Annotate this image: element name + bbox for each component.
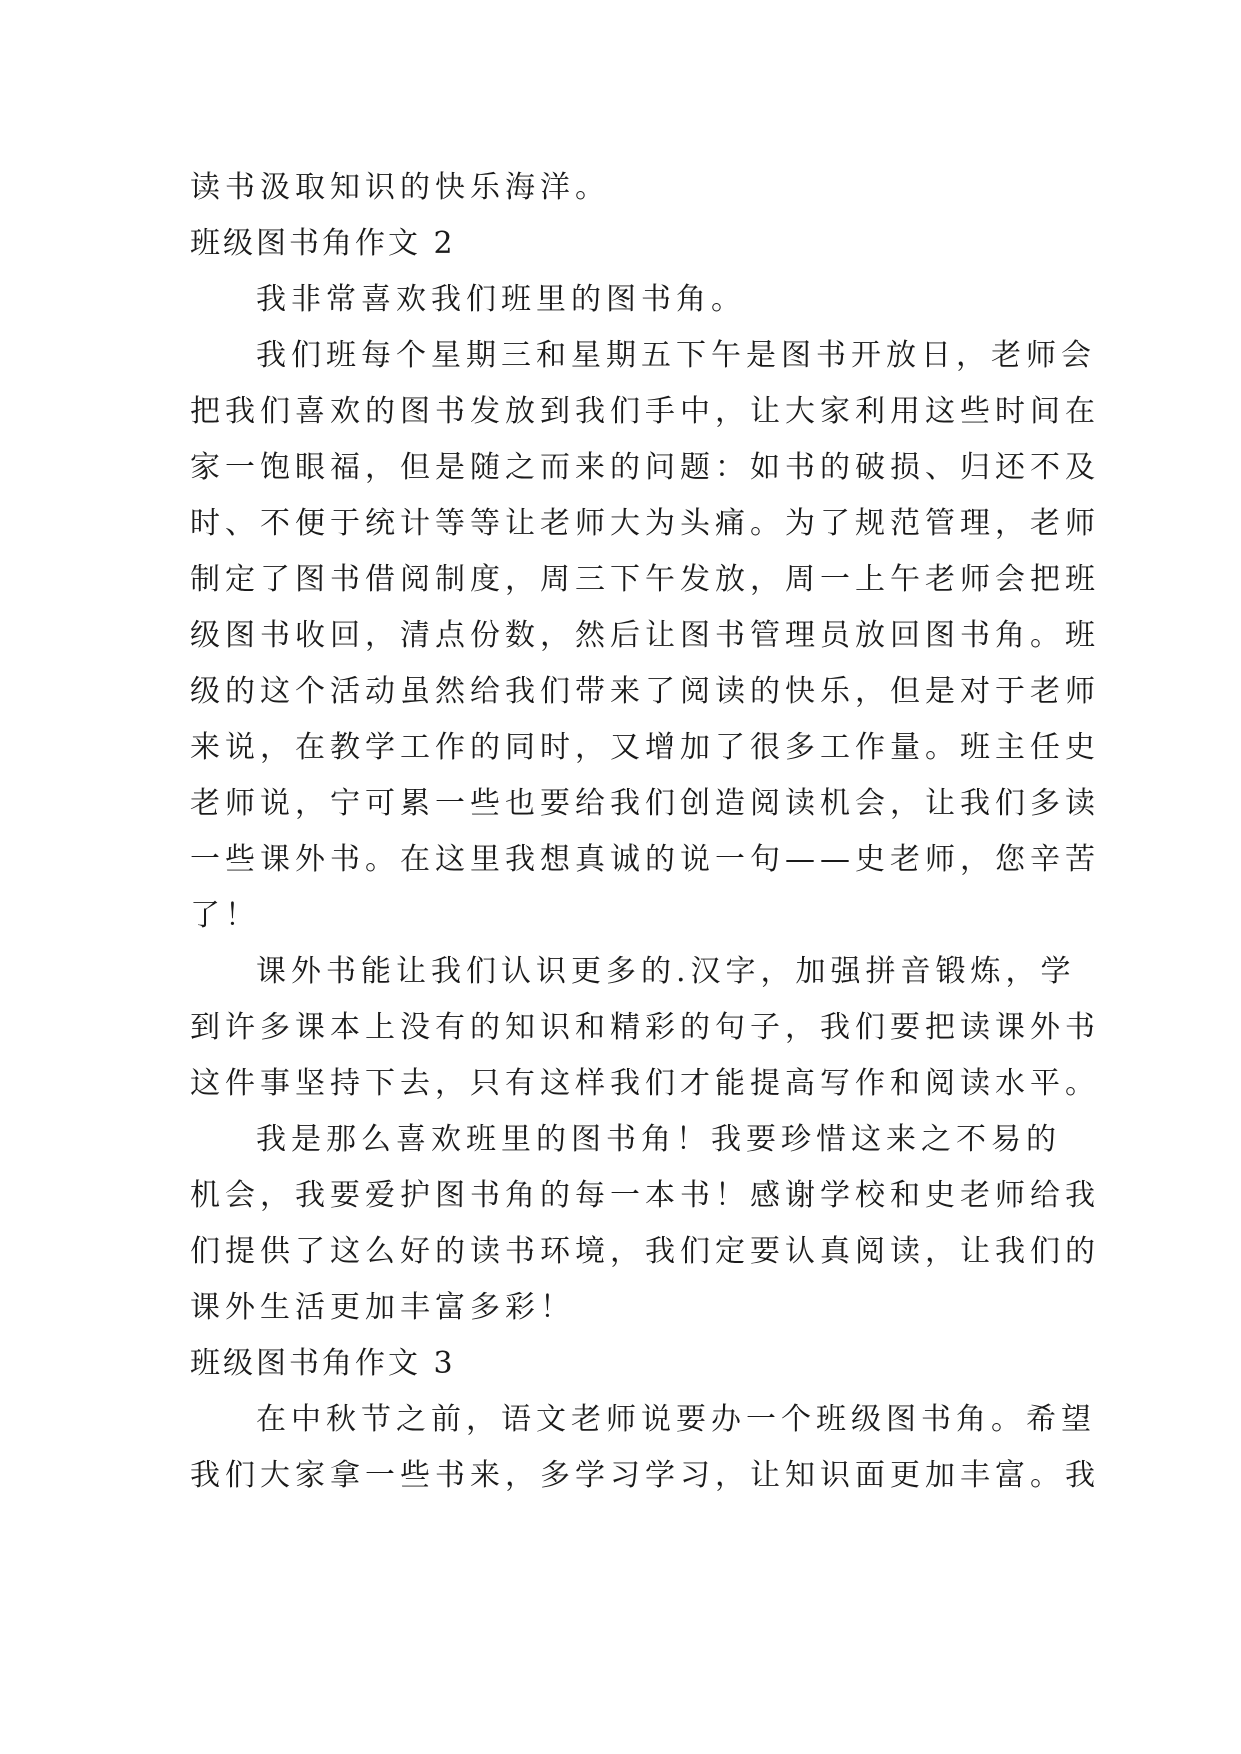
text-line: 来说，在教学工作的同时，又增加了很多工作量。班主任史 [190,730,1100,765]
section-heading-2: 班级图书角作文 2 [190,226,456,261]
text-line: 到许多课本上没有的知识和精彩的句子，我们要把读课外书 [190,1010,1100,1045]
paragraph-line: 我们班每个星期三和星期五下午是图书开放日，老师会 [256,338,1096,373]
text-line: 们提供了这么好的读书环境，我们定要认真阅读，让我们的 [190,1234,1100,1269]
section-heading-3: 班级图书角作文 3 [190,1346,456,1381]
text-line: 级图书收回，清点份数，然后让图书管理员放回图书角。班 [190,618,1100,653]
text-line: 了！ [190,898,260,933]
text-line: 课外生活更加丰富多彩！ [190,1290,575,1325]
paragraph-line: 课外书能让我们认识更多的.汉字，加强拼音锻炼，学 [256,954,1076,989]
text-line: 时、不便于统计等等让老师大为头痛。为了规范管理，老师 [190,506,1100,541]
text-line: 机会，我要爱护图书角的每一本书！感谢学校和史老师给我 [190,1178,1100,1213]
text-line: 一些课外书。在这里我想真诚的说一句——史老师，您辛苦 [190,842,1100,877]
text-line: 读书汲取知识的快乐海洋。 [190,170,610,205]
text-line: 制定了图书借阅制度，周三下午发放，周一上午老师会把班 [190,562,1100,597]
document-body [190,160,1100,1504]
text-line: 我们大家拿一些书来，多学习学习，让知识面更加丰富。我 [190,1458,1100,1493]
text-line: 家一饱眼福，但是随之而来的问题：如书的破损、归还不及 [190,450,1100,485]
text-line: 这件事坚持下去，只有这样我们才能提高写作和阅读水平。 [190,1066,1100,1101]
text-line: 级的这个活动虽然给我们带来了阅读的快乐，但是对于老师 [190,674,1100,709]
paragraph-line: 在中秋节之前，语文老师说要办一个班级图书角。希望 [256,1402,1096,1437]
text-line: 把我们喜欢的图书发放到我们手中，让大家利用这些时间在 [190,394,1100,429]
paragraph-line: 我是那么喜欢班里的图书角！我要珍惜这来之不易的 [256,1122,1061,1157]
paragraph-line: 我非常喜欢我们班里的图书角。 [256,282,746,317]
text-line: 老师说，宁可累一些也要给我们创造阅读机会，让我们多读 [190,786,1100,821]
